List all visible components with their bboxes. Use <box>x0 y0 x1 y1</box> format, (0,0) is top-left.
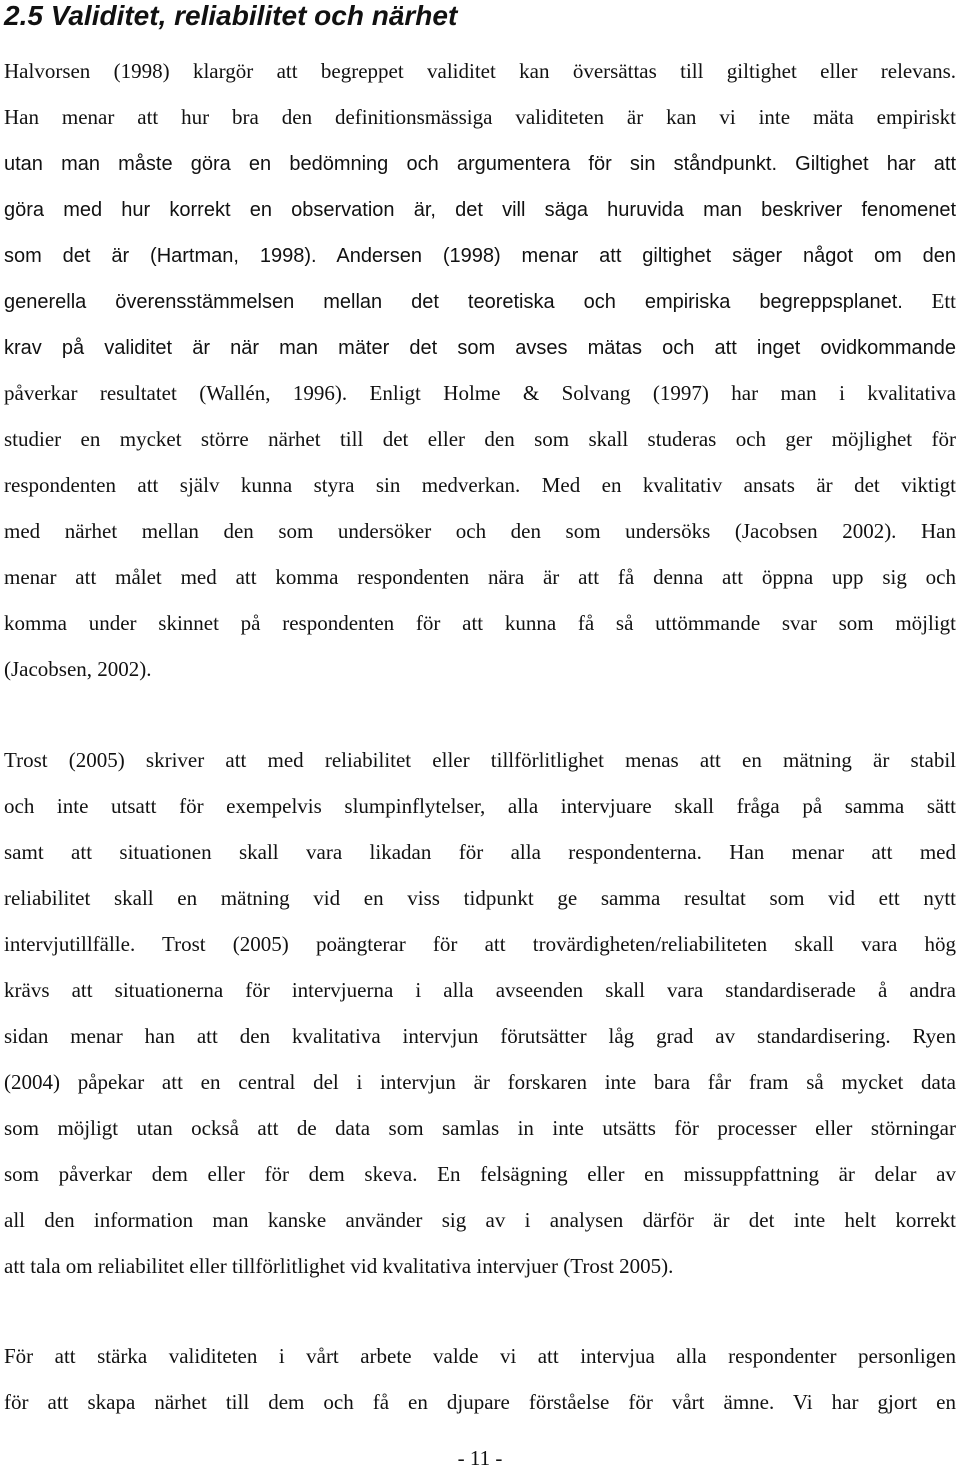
text-line <box>4 1105 956 1151</box>
text-run: Halvorsen (1998) klargör att begreppet validitet kan översättas till giltighet eller relevans. <box>4 59 956 83</box>
paragraph-validity <box>4 48 956 692</box>
text-run: En felsägning eller en missuppfattning är delar av <box>417 1162 956 1186</box>
text-line <box>4 1243 956 1289</box>
text-line <box>4 370 956 416</box>
text-run: studier en mycket större närhet till det eller den som skall studeras och ger möjlighet för <box>4 427 956 451</box>
section-heading: 2.5 Validitet, reliabilitet och närhet <box>4 0 458 31</box>
text-run: för att skapa närhet till dem och få en djupare förståelse för vårt ämne. <box>4 1390 775 1414</box>
text-run: Med en kvalitativ ansats är det viktigt <box>520 473 956 497</box>
text-run: påverkar resultatet (Wallén, 1996). <box>4 381 348 405</box>
text-line <box>4 1333 956 1379</box>
text-run: utan man måste göra en bedömning och argumentera för sin ståndpunkt. <box>4 153 778 175</box>
text-run: respondenten att själv kunna styra sin medverkan. <box>4 473 521 497</box>
paragraph-proximity <box>4 1333 956 1425</box>
text-run: generella överensstämmelsen mellan det teoretiska och empiriska begreppsplanet. <box>4 291 903 313</box>
text-run: samt att situationen skall vara likadan för alla respondenterna. <box>4 840 702 864</box>
text-line <box>4 646 956 692</box>
text-run: Enligt Holme & Solvang (1997) har man i kvalitativa <box>347 381 956 405</box>
text-line <box>4 1197 956 1243</box>
text-line <box>4 967 956 1013</box>
text-run: och inte utsatt för exempelvis slumpinflytelser, alla intervjuare skall fråga på samma sätt <box>4 794 956 818</box>
text-run: Han menar att med <box>701 840 956 864</box>
text-run: intervjutillfälle. <box>4 932 136 956</box>
text-run: menar att målet med att komma respondenten nära är att få denna att öppna upp sig och <box>4 565 956 589</box>
text-line <box>4 508 956 554</box>
text-line <box>4 462 956 508</box>
text-line <box>4 1059 956 1105</box>
text-line <box>4 186 956 232</box>
text-line <box>4 416 956 462</box>
text-run: komma under skinnet på respondenten för att kunna få så uttömmande svar som möjligt <box>4 611 956 635</box>
text-line <box>4 875 956 921</box>
text-run: all den information man kanske använder sig av i analysen därför är det inte helt korrekt <box>4 1208 956 1232</box>
text-line <box>4 232 956 278</box>
text-run: göra med hur korrekt en observation är, det vill säga huruvida man beskriver fenomenet <box>4 199 956 221</box>
text-run: reliabilitet skall en mätning vid en viss tidpunkt ge samma resultat som vid ett nytt <box>4 886 956 910</box>
text-line <box>4 48 956 94</box>
text-run: Vi har gjort en <box>774 1390 956 1414</box>
text-line <box>4 140 956 186</box>
text-run: Han menar att hur bra den definitionsmässiga validiteten är kan vi inte mäta empiriskt <box>4 105 956 129</box>
text-run: Ett <box>902 289 956 313</box>
text-run: Giltighet har att <box>777 153 956 175</box>
text-line <box>4 737 956 783</box>
text-line <box>4 600 956 646</box>
text-run: med närhet mellan den som undersöker och den som undersöks (Jacobsen 2002). <box>4 519 897 543</box>
text-line <box>4 783 956 829</box>
paragraph-reliability <box>4 737 956 1289</box>
text-line <box>4 278 956 324</box>
text-line <box>4 94 956 140</box>
text-run: som det är (Hartman, 1998). <box>4 245 317 267</box>
text-line <box>4 829 956 875</box>
text-run: som möjligt utan också att de data som samlas in inte utsätts för processer eller störningar <box>4 1116 956 1140</box>
text-line <box>4 1013 956 1059</box>
page-number: - 11 - <box>457 1446 503 1470</box>
text-run: Trost (2005) skriver att med reliabilitet eller tillförlitlighet menas att en mätning är stabil <box>4 748 956 772</box>
text-line <box>4 1379 956 1425</box>
text-line <box>4 554 956 600</box>
text-run: Trost (2005) poängterar för att trovärdigheten/reliabiliteten skall vara hög <box>135 932 956 956</box>
text-run: att tala om reliabilitet eller tillförlitlighet vid kvalitativa intervjuer (Trost 2005). <box>4 1254 674 1278</box>
text-run: krav på validitet är när man mäter det som avses mätas och att inget ovidkommande <box>4 337 956 359</box>
text-run: För att stärka validiteten i vårt arbete valde vi att intervjua alla respondenter personligen <box>4 1344 956 1368</box>
text-run: Ryen <box>890 1024 956 1048</box>
text-line <box>4 324 956 370</box>
text-run: krävs att situationerna för intervjuerna i alla avseenden skall vara standardiserade å andra <box>4 978 956 1002</box>
text-run: Han <box>896 519 956 543</box>
text-run: (Jacobsen, 2002). <box>4 657 152 681</box>
text-run: som påverkar dem eller för dem skeva. <box>4 1162 418 1186</box>
text-line <box>4 1151 956 1197</box>
text-run: Andersen (1998) menar att giltighet säger något om den <box>316 245 956 267</box>
text-line <box>4 921 956 967</box>
text-run: (2004) påpekar att en central del i intervjun är forskaren inte bara får fram så mycket data <box>4 1070 956 1094</box>
text-run: sidan menar han att den kvalitativa intervjun förutsätter låg grad av standardisering. <box>4 1024 891 1048</box>
